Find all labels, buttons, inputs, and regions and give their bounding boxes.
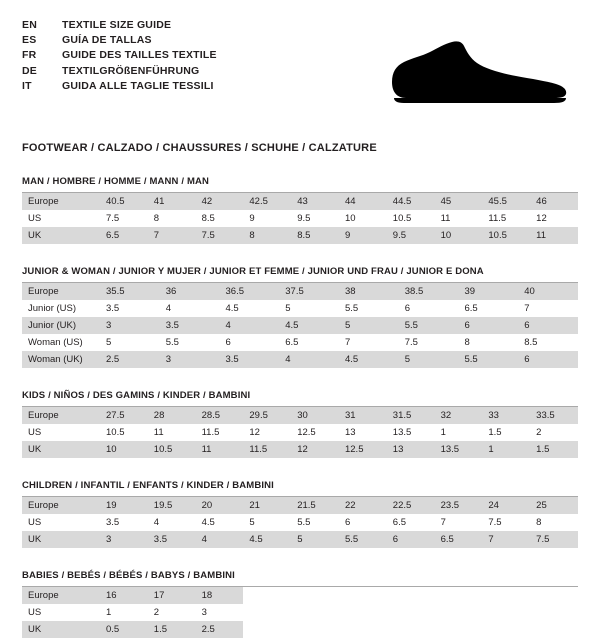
cell: 6 bbox=[399, 300, 459, 317]
table-row bbox=[22, 514, 578, 531]
cell: 3.5 bbox=[148, 531, 196, 548]
cell-empty bbox=[435, 621, 483, 638]
table-row bbox=[22, 210, 578, 227]
row-label: US bbox=[22, 210, 100, 227]
row-label: Europe bbox=[22, 283, 100, 300]
cell: 8 bbox=[459, 334, 519, 351]
cell-empty bbox=[339, 621, 387, 638]
cell: 36.5 bbox=[220, 283, 280, 300]
cell: 12 bbox=[243, 424, 291, 441]
cell: 19 bbox=[100, 497, 148, 514]
category-line: FOOTWEAR / CALZADO / CHAUSSURES / SCHUHE / CALZATURE bbox=[22, 142, 377, 154]
cell-empty bbox=[339, 604, 387, 621]
language-title: GUIDE DES TAILLES TEXTILE bbox=[62, 49, 217, 62]
language-row bbox=[22, 33, 217, 48]
section-title: KIDS / NIÑOS / DES GAMINS / KINDER / BAMBINI bbox=[22, 390, 578, 407]
cell: 7.5 bbox=[399, 334, 459, 351]
cell: 11.5 bbox=[482, 210, 530, 227]
table-row bbox=[22, 227, 578, 244]
cell: 8.5 bbox=[196, 210, 244, 227]
language-title: GUIDA ALLE TAGLIE TESSILI bbox=[62, 79, 214, 92]
cell: 10.5 bbox=[148, 441, 196, 458]
cell: 6 bbox=[518, 317, 578, 334]
cell: 6.5 bbox=[279, 334, 339, 351]
cell: 3 bbox=[100, 531, 148, 548]
cell: 3.5 bbox=[160, 317, 220, 334]
cell: 8 bbox=[530, 514, 578, 531]
cell-empty bbox=[530, 621, 578, 638]
cell: 11 bbox=[435, 210, 483, 227]
cell-empty bbox=[530, 587, 578, 604]
row-label: UK bbox=[22, 621, 100, 638]
cell: 17 bbox=[148, 587, 196, 604]
cell-empty bbox=[387, 587, 435, 604]
table-row bbox=[22, 317, 578, 334]
cell: 43 bbox=[291, 193, 339, 210]
language-title: GUÍA DE TALLAS bbox=[62, 34, 152, 47]
cell: 7 bbox=[339, 334, 399, 351]
cell-empty bbox=[291, 604, 339, 621]
cell: 0.5 bbox=[100, 621, 148, 638]
cell: 7 bbox=[518, 300, 578, 317]
cell: 10 bbox=[339, 210, 387, 227]
cell: 31.5 bbox=[387, 407, 435, 424]
cell-empty bbox=[482, 621, 530, 638]
cell: 5.5 bbox=[339, 300, 399, 317]
cell: 38 bbox=[339, 283, 399, 300]
size-table-babies bbox=[22, 587, 578, 638]
cell: 38.5 bbox=[399, 283, 459, 300]
cell: 13.5 bbox=[387, 424, 435, 441]
cell: 5.5 bbox=[291, 514, 339, 531]
cell: 23.5 bbox=[435, 497, 483, 514]
cell: 4 bbox=[196, 531, 244, 548]
cell: 31 bbox=[339, 407, 387, 424]
cell: 21.5 bbox=[291, 497, 339, 514]
row-label: Europe bbox=[22, 407, 100, 424]
cell: 10.5 bbox=[482, 227, 530, 244]
cell: 45.5 bbox=[482, 193, 530, 210]
cell: 2.5 bbox=[100, 351, 160, 368]
cell: 19.5 bbox=[148, 497, 196, 514]
cell: 4 bbox=[148, 514, 196, 531]
cell: 4 bbox=[279, 351, 339, 368]
table-row bbox=[22, 351, 578, 368]
cell: 11.5 bbox=[196, 424, 244, 441]
cell: 6.5 bbox=[100, 227, 148, 244]
cell: 40 bbox=[518, 283, 578, 300]
cell: 46 bbox=[530, 193, 578, 210]
cell-empty bbox=[435, 587, 483, 604]
cell: 7.5 bbox=[530, 531, 578, 548]
cell: 4 bbox=[160, 300, 220, 317]
cell: 1 bbox=[100, 604, 148, 621]
cell: 9 bbox=[243, 210, 291, 227]
cell: 21 bbox=[243, 497, 291, 514]
row-label: Woman (UK) bbox=[22, 351, 100, 368]
cell: 16 bbox=[100, 587, 148, 604]
cell: 4.5 bbox=[196, 514, 244, 531]
cell: 5 bbox=[291, 531, 339, 548]
cell: 7 bbox=[148, 227, 196, 244]
cell: 24 bbox=[482, 497, 530, 514]
cell: 7.5 bbox=[100, 210, 148, 227]
cell: 22 bbox=[339, 497, 387, 514]
cell-empty bbox=[387, 621, 435, 638]
cell: 1.5 bbox=[482, 424, 530, 441]
section-title: JUNIOR & WOMAN / JUNIOR Y MUJER / JUNIOR ET FEMME / JUNIOR UND FRAU / JUNIOR E DONA bbox=[22, 266, 578, 283]
table-row bbox=[22, 531, 578, 548]
cell-empty bbox=[243, 587, 291, 604]
cell: 5.5 bbox=[160, 334, 220, 351]
size-table-man bbox=[22, 193, 578, 244]
table-row bbox=[22, 621, 578, 638]
cell: 45 bbox=[435, 193, 483, 210]
row-label: Europe bbox=[22, 587, 100, 604]
cell: 7 bbox=[435, 514, 483, 531]
cell-empty bbox=[339, 587, 387, 604]
table-row bbox=[22, 604, 578, 621]
cell: 2.5 bbox=[196, 621, 244, 638]
table-row bbox=[22, 283, 578, 300]
cell-empty bbox=[291, 587, 339, 604]
cell: 25 bbox=[530, 497, 578, 514]
cell: 7.5 bbox=[196, 227, 244, 244]
cell: 28.5 bbox=[196, 407, 244, 424]
cell: 1 bbox=[482, 441, 530, 458]
cell-empty bbox=[387, 604, 435, 621]
cell: 9 bbox=[339, 227, 387, 244]
cell: 5 bbox=[100, 334, 160, 351]
table-row bbox=[22, 497, 578, 514]
cell: 9.5 bbox=[387, 227, 435, 244]
cell: 41 bbox=[148, 193, 196, 210]
cell: 11 bbox=[196, 441, 244, 458]
cell: 36 bbox=[160, 283, 220, 300]
cell: 27.5 bbox=[100, 407, 148, 424]
cell: 10 bbox=[435, 227, 483, 244]
language-code: IT bbox=[22, 79, 32, 92]
cell: 29.5 bbox=[243, 407, 291, 424]
cell: 13 bbox=[387, 441, 435, 458]
cell: 37.5 bbox=[279, 283, 339, 300]
cell: 42 bbox=[196, 193, 244, 210]
cell: 8 bbox=[243, 227, 291, 244]
section-title: CHILDREN / INFANTIL / ENFANTS / KINDER / BAMBINI bbox=[22, 480, 578, 497]
cell: 42.5 bbox=[243, 193, 291, 210]
size-table-kids bbox=[22, 407, 578, 458]
cell-empty bbox=[291, 621, 339, 638]
cell: 12 bbox=[530, 210, 578, 227]
language-row bbox=[22, 48, 217, 63]
cell: 44.5 bbox=[387, 193, 435, 210]
section-title: BABIES / BEBÉS / BÉBÉS / BABYS / BAMBINI bbox=[22, 570, 578, 587]
cell: 11 bbox=[530, 227, 578, 244]
cell: 3 bbox=[100, 317, 160, 334]
language-rows bbox=[22, 18, 217, 94]
cell: 20 bbox=[196, 497, 244, 514]
cell: 7.5 bbox=[482, 514, 530, 531]
cell: 13 bbox=[339, 424, 387, 441]
cell: 4.5 bbox=[243, 531, 291, 548]
cell: 22.5 bbox=[387, 497, 435, 514]
cell: 4.5 bbox=[339, 351, 399, 368]
cell-empty bbox=[243, 604, 291, 621]
section-title: MAN / HOMBRE / HOMME / MANN / MAN bbox=[22, 176, 578, 193]
cell: 4.5 bbox=[279, 317, 339, 334]
cell: 30 bbox=[291, 407, 339, 424]
table-row bbox=[22, 424, 578, 441]
cell: 8.5 bbox=[518, 334, 578, 351]
table-row bbox=[22, 334, 578, 351]
table-row bbox=[22, 193, 578, 210]
cell-empty bbox=[435, 604, 483, 621]
cell: 5.5 bbox=[399, 317, 459, 334]
cell: 5 bbox=[279, 300, 339, 317]
cell: 12.5 bbox=[339, 441, 387, 458]
cell: 3 bbox=[160, 351, 220, 368]
language-row bbox=[22, 18, 217, 33]
row-label: Europe bbox=[22, 193, 100, 210]
cell: 1.5 bbox=[530, 441, 578, 458]
size-table-junior-woman bbox=[22, 283, 578, 368]
cell-empty bbox=[482, 604, 530, 621]
row-label: US bbox=[22, 604, 100, 621]
cell: 6.5 bbox=[387, 514, 435, 531]
cell: 10.5 bbox=[100, 424, 148, 441]
language-code: DE bbox=[22, 64, 37, 77]
cell: 9.5 bbox=[291, 210, 339, 227]
language-row bbox=[22, 79, 217, 94]
dress-shoe-silhouette-icon bbox=[382, 36, 572, 106]
cell: 7 bbox=[482, 531, 530, 548]
language-title-table bbox=[22, 18, 217, 94]
table-row bbox=[22, 300, 578, 317]
cell: 2 bbox=[148, 604, 196, 621]
table-row bbox=[22, 407, 578, 424]
cell-empty bbox=[243, 621, 291, 638]
row-label: Junior (US) bbox=[22, 300, 100, 317]
cell: 4 bbox=[220, 317, 280, 334]
cell: 6 bbox=[518, 351, 578, 368]
cell: 11.5 bbox=[243, 441, 291, 458]
row-label: US bbox=[22, 514, 100, 531]
row-label: Woman (US) bbox=[22, 334, 100, 351]
cell: 40.5 bbox=[100, 193, 148, 210]
cell: 8.5 bbox=[291, 227, 339, 244]
cell: 2 bbox=[530, 424, 578, 441]
section-kids bbox=[22, 390, 578, 458]
cell: 3.5 bbox=[100, 300, 160, 317]
section-junior-woman bbox=[22, 266, 578, 368]
cell: 6 bbox=[459, 317, 519, 334]
cell: 11 bbox=[148, 424, 196, 441]
cell: 1.5 bbox=[148, 621, 196, 638]
cell-empty bbox=[530, 604, 578, 621]
cell: 39 bbox=[459, 283, 519, 300]
cell: 12.5 bbox=[291, 424, 339, 441]
cell: 6.5 bbox=[435, 531, 483, 548]
cell: 4.5 bbox=[220, 300, 280, 317]
cell-empty bbox=[482, 587, 530, 604]
cell: 5 bbox=[243, 514, 291, 531]
cell: 6.5 bbox=[459, 300, 519, 317]
cell: 3.5 bbox=[100, 514, 148, 531]
cell: 5.5 bbox=[339, 531, 387, 548]
table-row bbox=[22, 441, 578, 458]
table-row bbox=[22, 587, 578, 604]
cell: 1 bbox=[435, 424, 483, 441]
cell: 6 bbox=[339, 514, 387, 531]
cell: 5 bbox=[339, 317, 399, 334]
cell: 10 bbox=[100, 441, 148, 458]
cell: 18 bbox=[196, 587, 244, 604]
cell: 33.5 bbox=[530, 407, 578, 424]
section-babies bbox=[22, 570, 578, 638]
cell: 6 bbox=[220, 334, 280, 351]
language-title: TEXTILE SIZE GUIDE bbox=[62, 19, 172, 31]
row-label: US bbox=[22, 424, 100, 441]
section-man bbox=[22, 176, 578, 244]
cell: 33 bbox=[482, 407, 530, 424]
row-label: Europe bbox=[22, 497, 100, 514]
row-label: Junior (UK) bbox=[22, 317, 100, 334]
language-code: ES bbox=[22, 34, 37, 47]
language-row bbox=[22, 64, 217, 79]
cell: 6 bbox=[387, 531, 435, 548]
cell: 35.5 bbox=[100, 283, 160, 300]
cell: 5.5 bbox=[459, 351, 519, 368]
cell: 32 bbox=[435, 407, 483, 424]
cell: 8 bbox=[148, 210, 196, 227]
row-label: UK bbox=[22, 531, 100, 548]
cell: 10.5 bbox=[387, 210, 435, 227]
language-code: EN bbox=[22, 19, 37, 31]
header bbox=[22, 18, 578, 128]
row-label: UK bbox=[22, 441, 100, 458]
language-title: TEXTILGRÖßENFÜHRUNG bbox=[62, 64, 200, 77]
cell: 3.5 bbox=[220, 351, 280, 368]
size-table-children bbox=[22, 497, 578, 548]
cell: 3 bbox=[196, 604, 244, 621]
language-code: FR bbox=[22, 49, 37, 62]
cell: 28 bbox=[148, 407, 196, 424]
section-children bbox=[22, 480, 578, 548]
row-label: UK bbox=[22, 227, 100, 244]
cell: 12 bbox=[291, 441, 339, 458]
cell: 44 bbox=[339, 193, 387, 210]
cell: 13.5 bbox=[435, 441, 483, 458]
cell: 5 bbox=[399, 351, 459, 368]
